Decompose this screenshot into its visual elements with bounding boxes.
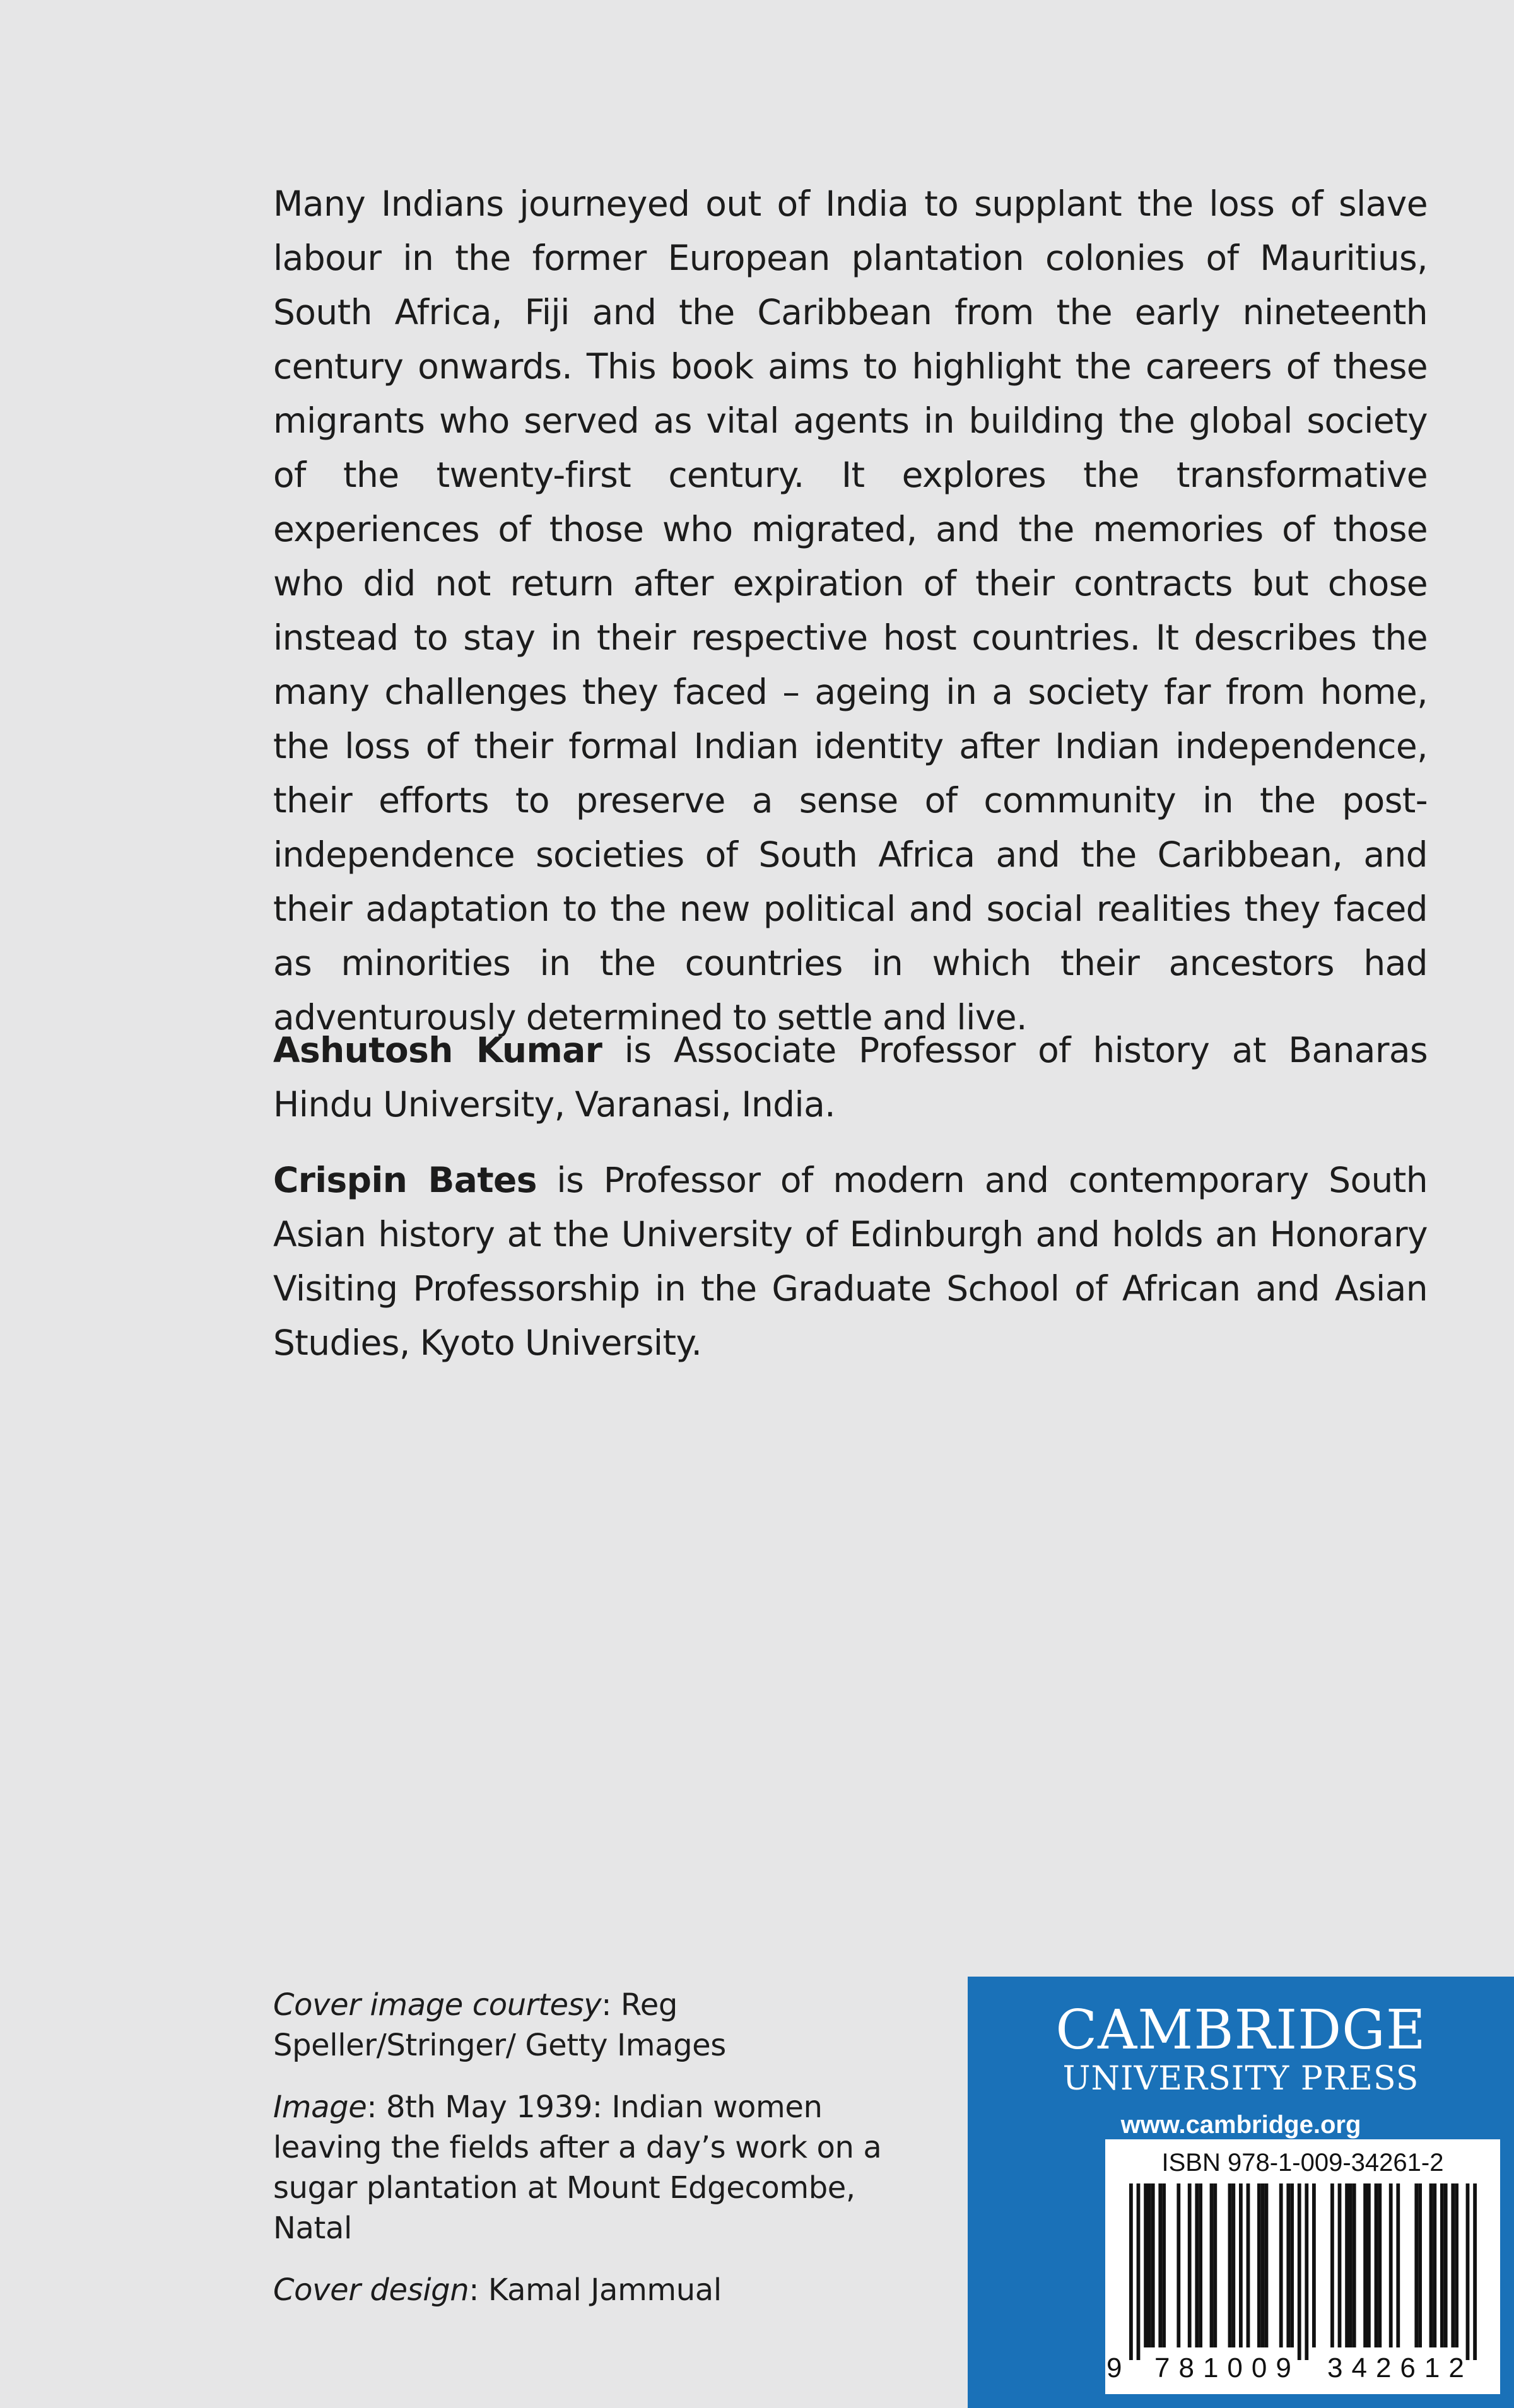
barcode-bar (1177, 2183, 1180, 2347)
barcode-bar (1455, 2183, 1458, 2347)
barcode-bar (1188, 2183, 1192, 2347)
barcode-bar (1418, 2183, 1422, 2347)
barcode-bar (1433, 2183, 1436, 2347)
barcode-bar (1367, 2183, 1371, 2347)
cover-credits (273, 1985, 917, 2332)
barcode-bar (1199, 2183, 1202, 2347)
barcode-bar (1440, 2183, 1444, 2347)
image-caption (273, 2087, 917, 2248)
isbn-first-digit: 9 (1106, 2352, 1122, 2383)
blurb-text: Many Indians journeyed out of India to supplant the loss of slave labour in the former European plantation colonies of Mauritius, South Africa, Fiji and the Caribbean from the early nineteenth century onwards. This book aims to highlight the careers of these migrants who served as vital agents in building the global society of the twenty-first century. It explores the transformative experiences of those who migrated, and the memories of those who did not return after expiration of their contracts but chose instead to stay in their respective host countries. It describes the many challenges they faced – ageing in a society far from home, the loss of their formal Indian identity after Indian independence, their efforts to preserve a sense of community in the post-independence societies of South Africa and the Caribbean, and their adaptation to the new political and social realities they faced as minorities in the countries in which their ancestors had adventurously determined to settle and live. (273, 184, 1428, 1037)
credit-label: Cover image courtesy (273, 1987, 602, 2023)
isbn-label: ISBN 978-1-009-34261-2 (1161, 2149, 1444, 2177)
barcode-bar (1451, 2183, 1455, 2347)
publisher-panel (968, 1977, 1514, 2408)
author-name: Ashutosh Kumar (273, 1030, 602, 1070)
barcode-bar (1129, 2183, 1133, 2360)
barcode-bar (1158, 2183, 1162, 2347)
publisher-url: www.cambridge.org (1120, 2111, 1361, 2139)
barcode-bar (1353, 2183, 1356, 2347)
publisher-subtitle: UNIVERSITY PRESS (1062, 2060, 1419, 2098)
credit-value: : Kamal Jammual (469, 2272, 722, 2308)
barcode-bar (1210, 2183, 1214, 2347)
credit-label: Image (273, 2089, 367, 2125)
barcode-bar (1247, 2183, 1250, 2347)
barcode-bar (1345, 2183, 1349, 2347)
barcode-bar (1444, 2183, 1448, 2347)
barcode-bar (1298, 2183, 1301, 2360)
barcode-bar (1195, 2183, 1199, 2347)
credit-label: Cover design (273, 2272, 469, 2308)
isbn-barcode-box (1105, 2139, 1500, 2394)
barcode-bar (1473, 2183, 1477, 2360)
barcode-bar (1305, 2183, 1308, 2360)
barcode-bar (1286, 2183, 1290, 2347)
author-name: Crispin Bates (273, 1160, 537, 1200)
barcode-bar (1147, 2183, 1151, 2347)
barcode-bar (1330, 2183, 1334, 2347)
back-cover-blurb (273, 177, 1428, 1044)
cover-image-credit (273, 1985, 917, 2066)
author-bio-bates (273, 1153, 1428, 1370)
publisher-logo: CAMBRIDGE (1055, 1999, 1426, 2062)
barcode-bar (1290, 2183, 1294, 2347)
barcode-bar (1162, 2183, 1166, 2347)
author-bio-text: is Professor of modern and contemporary South Asian history at the University of Edinburgh and holds an Honorary Visiting Professorship in the Graduate School of African and Asian Studies, Kyoto University. (273, 1160, 1428, 1363)
author-bio-text: is Associate Professor of history at Banaras Hindu University, Varanasi, India. (273, 1030, 1428, 1125)
barcode-bar (1257, 2183, 1261, 2347)
barcode-bar (1338, 2183, 1342, 2347)
credit-value: : 8th May 1939: Indian women leaving the fields after a day’s work on a sugar plantation at Mount Edgecombe, Natal (273, 2089, 882, 2246)
barcode-bar (1389, 2183, 1393, 2347)
barcode-bar (1261, 2183, 1265, 2347)
barcode-bar (1429, 2183, 1433, 2347)
author-bio-kumar (273, 1023, 1428, 1131)
barcode-bar (1466, 2183, 1470, 2360)
barcode-bar (1312, 2183, 1316, 2347)
isbn-left-group: 781009 (1154, 2352, 1300, 2383)
barcode-bar (1279, 2183, 1283, 2347)
barcode-bar (1137, 2183, 1141, 2360)
barcode-bar (1265, 2183, 1269, 2347)
barcode-bar (1363, 2183, 1367, 2347)
barcode-bar (1396, 2183, 1400, 2347)
barcode-icon (1117, 2183, 1489, 2360)
barcode-bar (1239, 2183, 1243, 2347)
barcode-bar (1349, 2183, 1353, 2347)
barcode-bar (1144, 2183, 1147, 2347)
credit-value: : Reg Speller/Stringer/ Getty Images (273, 1987, 726, 2063)
barcode-bar (1375, 2183, 1378, 2347)
isbn-right-group: 342612 (1327, 2352, 1473, 2383)
barcode-bar (1213, 2183, 1217, 2347)
cover-design-credit (273, 2270, 917, 2310)
barcode-bar (1228, 2183, 1232, 2347)
barcode-bar (1231, 2183, 1235, 2347)
barcode-bar (1151, 2183, 1155, 2347)
barcode-bar (1414, 2183, 1418, 2347)
barcode-bar (1378, 2183, 1382, 2347)
